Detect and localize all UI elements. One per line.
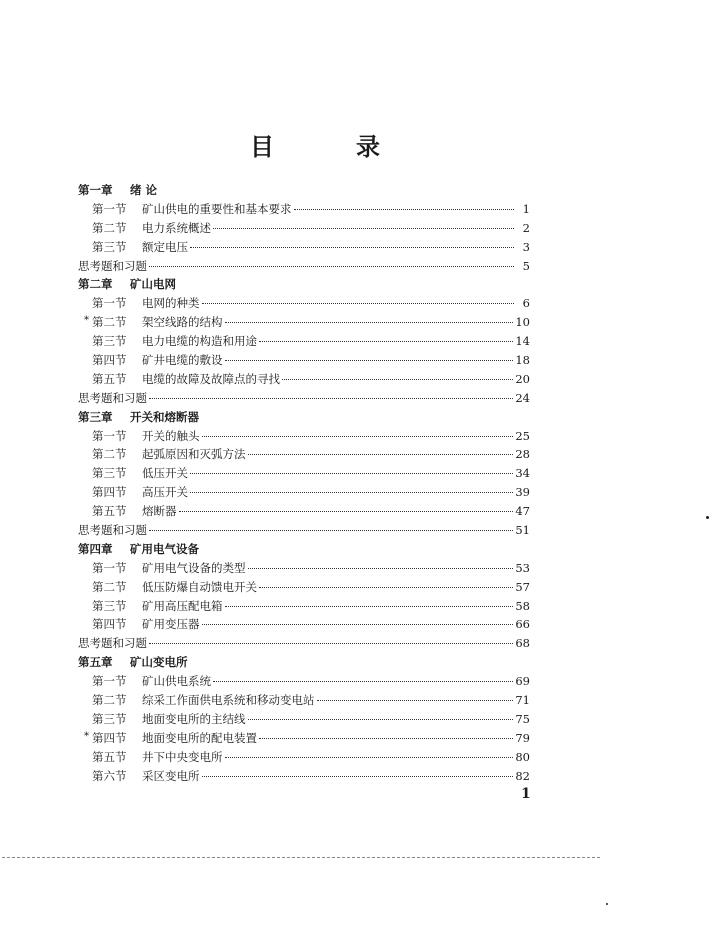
section-number: 第五节: [92, 371, 127, 386]
toc-exercises-entry: [78, 257, 530, 276]
section-number: 第三节: [92, 598, 127, 613]
dot-leader: [225, 756, 514, 758]
entry-page-number: 3: [522, 239, 530, 254]
toc-section-entry: [78, 464, 530, 483]
entry-page-number: 34: [515, 466, 530, 481]
toc-section-entry: [78, 691, 530, 710]
entry-page-number: 68: [515, 636, 530, 651]
entry-page-number: 18: [515, 353, 530, 368]
entry-page-number: 39: [515, 485, 530, 500]
toc-section-entry: [78, 294, 530, 313]
toc-section-entry: [78, 200, 530, 219]
toc-chapter-heading: [78, 653, 530, 672]
entry-title: 地面变电所的主结线: [142, 711, 246, 726]
page-title-right: 录: [356, 131, 380, 161]
dot-leader: [179, 510, 514, 512]
entry-title: 矿井电缆的敷设: [142, 353, 223, 368]
entry-page-number: 2: [522, 220, 530, 235]
dot-leader: [259, 340, 513, 342]
toc-section-entry: [78, 351, 530, 370]
entry-page-number: 10: [515, 315, 530, 330]
chapter-number: 第二章: [78, 277, 113, 292]
entry-title: 矿用电气设备的类型: [142, 560, 246, 575]
dot-leader: [202, 302, 515, 304]
entry-page-number: 66: [515, 617, 530, 632]
entry-page-number: 80: [515, 749, 530, 764]
section-number: 第四节: [92, 617, 127, 632]
toc-section-entry: [78, 710, 530, 729]
entry-page-number: 75: [515, 711, 530, 726]
toc-section-entry: [78, 615, 530, 634]
dot-leader: [190, 491, 513, 493]
entry-page-number: 14: [515, 334, 530, 349]
entry-title: 低压防爆自动馈电开关: [142, 579, 257, 594]
scan-speck: [606, 903, 608, 905]
scan-edge-line: [2, 857, 600, 858]
toc-exercises-entry: [78, 389, 530, 408]
dot-leader: [259, 586, 513, 588]
toc-section-entry: [78, 748, 530, 767]
entry-page-number: 79: [515, 730, 530, 745]
dot-leader: [190, 246, 514, 248]
dot-leader: [259, 737, 513, 739]
entry-title: 电力电缆的构造和用途: [142, 334, 257, 349]
toc-section-entry: [78, 219, 530, 238]
section-number: 第一节: [92, 201, 127, 216]
toc-section-entry: [78, 502, 530, 521]
section-number: 第四节: [92, 730, 127, 745]
section-number: 第二节: [92, 315, 127, 330]
section-number: 第二节: [92, 693, 127, 708]
dot-leader: [149, 265, 514, 267]
toc-chapter-heading: [78, 540, 530, 559]
entry-page-number: 5: [522, 258, 530, 273]
entry-title: 额定电压: [142, 239, 188, 254]
dot-leader: [294, 208, 515, 210]
dot-leader: [202, 775, 514, 777]
dot-leader: [202, 623, 514, 625]
dot-leader: [149, 642, 513, 644]
dot-leader: [248, 453, 514, 455]
entry-page-number: 6: [522, 296, 530, 311]
section-number: 第三节: [92, 239, 127, 254]
toc-section-entry: [78, 597, 530, 616]
toc-chapter-heading: [78, 181, 530, 200]
entry-title: 熔断器: [142, 504, 177, 519]
entry-title: 开关的触头: [142, 428, 200, 443]
page-title-left: 目: [250, 131, 274, 161]
entry-title: 架空线路的结构: [142, 315, 223, 330]
dot-leader: [225, 321, 514, 323]
entry-title: 电缆的故障及故障点的寻找: [142, 371, 280, 386]
dot-leader: [248, 567, 514, 569]
entry-title: 思考题和习题: [78, 258, 147, 273]
entry-title: 采区变电所: [142, 768, 200, 783]
dot-leader: [149, 397, 513, 399]
entry-title: 高压开关: [142, 485, 188, 500]
section-number: 第二节: [92, 447, 127, 462]
dot-leader: [202, 435, 514, 437]
entry-title: 思考题和习题: [78, 523, 147, 538]
dot-leader: [317, 699, 514, 701]
page-number: 1: [521, 786, 531, 802]
toc-section-entry: [78, 578, 530, 597]
entry-page-number: 51: [515, 523, 530, 538]
dot-leader: [213, 680, 513, 682]
toc-section-entry: [78, 559, 530, 578]
toc-section-entry: [78, 767, 530, 786]
section-number: 第五节: [92, 504, 127, 519]
section-number: 第三节: [92, 711, 127, 726]
section-number: 第六节: [92, 768, 127, 783]
section-number: 第五节: [92, 749, 127, 764]
entry-page-number: 47: [515, 504, 530, 519]
entry-title: 思考题和习题: [78, 390, 147, 405]
toc-chapter-heading: [78, 408, 530, 427]
entry-title: 矿用变压器: [142, 617, 200, 632]
toc-section-entry: [78, 370, 530, 389]
toc-section-entry: [78, 672, 530, 691]
toc-section-entry: [78, 729, 530, 748]
section-number: 第一节: [92, 560, 127, 575]
entry-page-number: 1: [522, 201, 530, 216]
dot-leader: [248, 718, 514, 720]
entry-title: 矿山供电的重要性和基本要求: [142, 201, 292, 216]
section-number: 第二节: [92, 220, 127, 235]
toc-section-entry: [78, 332, 530, 351]
entry-page-number: 82: [515, 768, 530, 783]
dot-leader: [213, 227, 514, 229]
section-number: 第一节: [92, 296, 127, 311]
optional-marker: *: [84, 730, 89, 742]
chapter-number: 第五章: [78, 655, 113, 670]
entry-title: 矿用高压配电箱: [142, 598, 223, 613]
entry-title: 综采工作面供电系统和移动变电站: [142, 693, 315, 708]
entry-page-number: 58: [515, 598, 530, 613]
entry-page-number: 53: [515, 560, 530, 575]
entry-title: 井下中央变电所: [142, 749, 223, 764]
section-number: 第一节: [92, 674, 127, 689]
toc-section-entry: [78, 238, 530, 257]
chapter-title: 矿山变电所: [130, 655, 188, 670]
entry-page-number: 69: [515, 674, 530, 689]
dot-leader: [225, 359, 514, 361]
entry-title: 矿山供电系统: [142, 674, 211, 689]
entry-page-number: 71: [515, 693, 530, 708]
chapter-number: 第一章: [78, 183, 113, 197]
toc-section-entry: [78, 427, 530, 446]
section-number: 第一节: [92, 428, 127, 443]
entry-title: 电网的种类: [142, 296, 200, 311]
entry-title: 起弧原因和灭弧方法: [142, 447, 246, 462]
scan-speck: [706, 516, 709, 519]
dot-leader: [149, 529, 513, 531]
entry-page-number: 24: [515, 390, 530, 405]
table-of-contents: [78, 181, 530, 786]
dot-leader: [190, 472, 513, 474]
toc-section-entry: [78, 445, 530, 464]
entry-page-number: 57: [515, 579, 530, 594]
dot-leader: [225, 605, 514, 607]
toc-section-entry: [78, 483, 530, 502]
entry-title: 地面变电所的配电装置: [142, 730, 257, 745]
entry-page-number: 28: [515, 447, 530, 462]
dot-leader: [282, 378, 513, 380]
chapter-title: 矿山电网: [130, 277, 176, 292]
chapter-title: 开关和熔断器: [130, 409, 199, 424]
section-number: 第三节: [92, 466, 127, 481]
toc-section-entry: [78, 313, 530, 332]
chapter-number: 第三章: [78, 409, 113, 424]
section-number: 第三节: [92, 334, 127, 349]
toc-chapter-heading: [78, 275, 530, 294]
section-number: 第二节: [92, 579, 127, 594]
section-number: 第四节: [92, 353, 127, 368]
section-number: 第四节: [92, 485, 127, 500]
entry-page-number: 25: [515, 428, 530, 443]
entry-title: 电力系统概述: [142, 220, 211, 235]
chapter-title: 矿用电气设备: [130, 541, 199, 556]
optional-marker: *: [84, 315, 89, 327]
entry-title: 低压开关: [142, 466, 188, 481]
page-title: [250, 126, 380, 162]
chapter-title: 绪 论: [130, 183, 158, 197]
chapter-number: 第四章: [78, 541, 113, 556]
entry-page-number: 20: [515, 371, 530, 386]
entry-title: 思考题和习题: [78, 636, 147, 651]
toc-exercises-entry: [78, 634, 530, 653]
toc-exercises-entry: [78, 521, 530, 540]
